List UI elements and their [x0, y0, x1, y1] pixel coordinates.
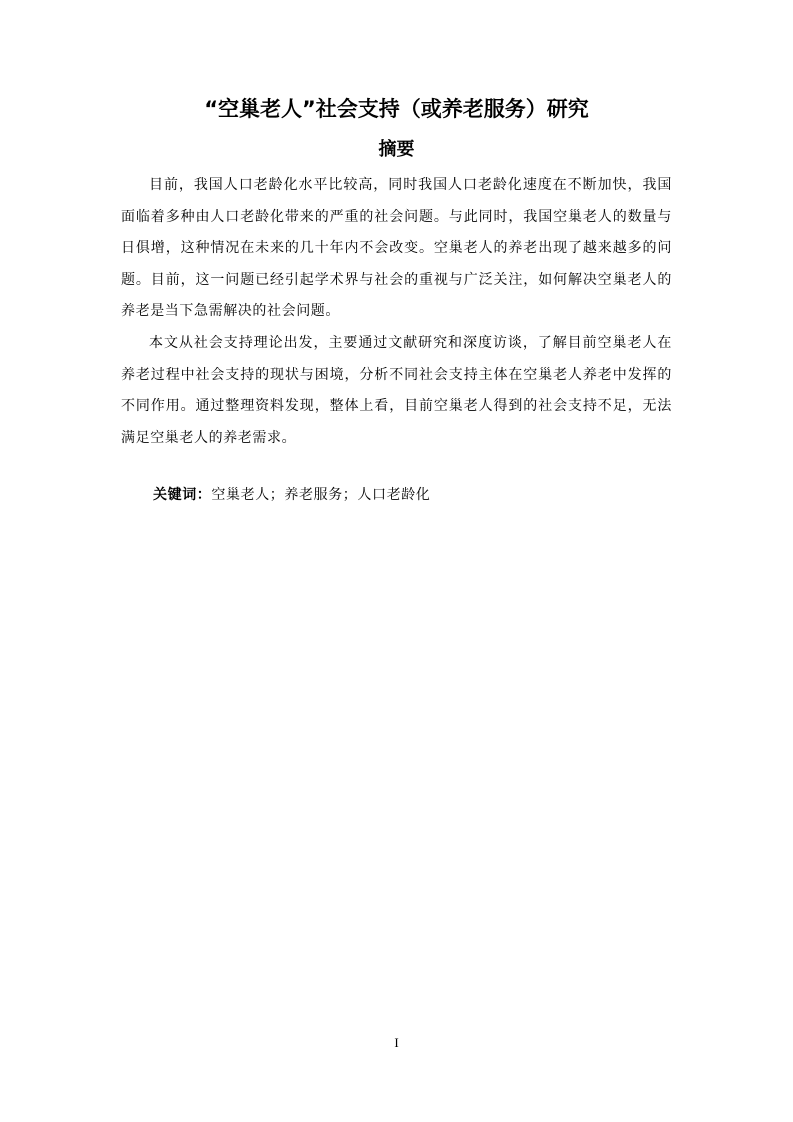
abstract-paragraph: 本文从社会支持理论出发，主要通过文献研究和深度访谈，了解目前空巢老人在养老过程中社会支持的现状与困境，分析不同社会支持主体在空巢老人养老中发挥的不同作用。通过整理资料发现，整体上看，目前空巢老人得到的社会支持不足，无法满足空巢老人的养老需求。 — [121, 334, 672, 446]
keywords-value: 空巢老人；养老服务；人口老龄化 — [211, 487, 431, 503]
document-title: “空巢老人”社会支持（或养老服务）研究 — [204, 97, 589, 121]
page-number: I — [394, 1035, 399, 1050]
abstract-heading: 摘要 — [378, 139, 415, 160]
abstract-paragraph: 目前，我国人口老龄化水平比较高，同时我国人口老龄化速度在不断加快，我国面临着多种由人口老龄化带来的严重的社会问题。与此同时，我国空巢老人的数量与日俱增，这种情况在未来的几十年内不会改变。空巢老人的养老出现了越来越多的问题。目前，这一问题已经引起学术界与社会的重视与广泛关注，如何解决空巢老人的养老是当下急需解决的社会问题。 — [121, 177, 672, 320]
keywords-label: 关键词： — [153, 487, 212, 503]
abstract-body — [121, 170, 672, 454]
keywords-line — [153, 480, 673, 510]
